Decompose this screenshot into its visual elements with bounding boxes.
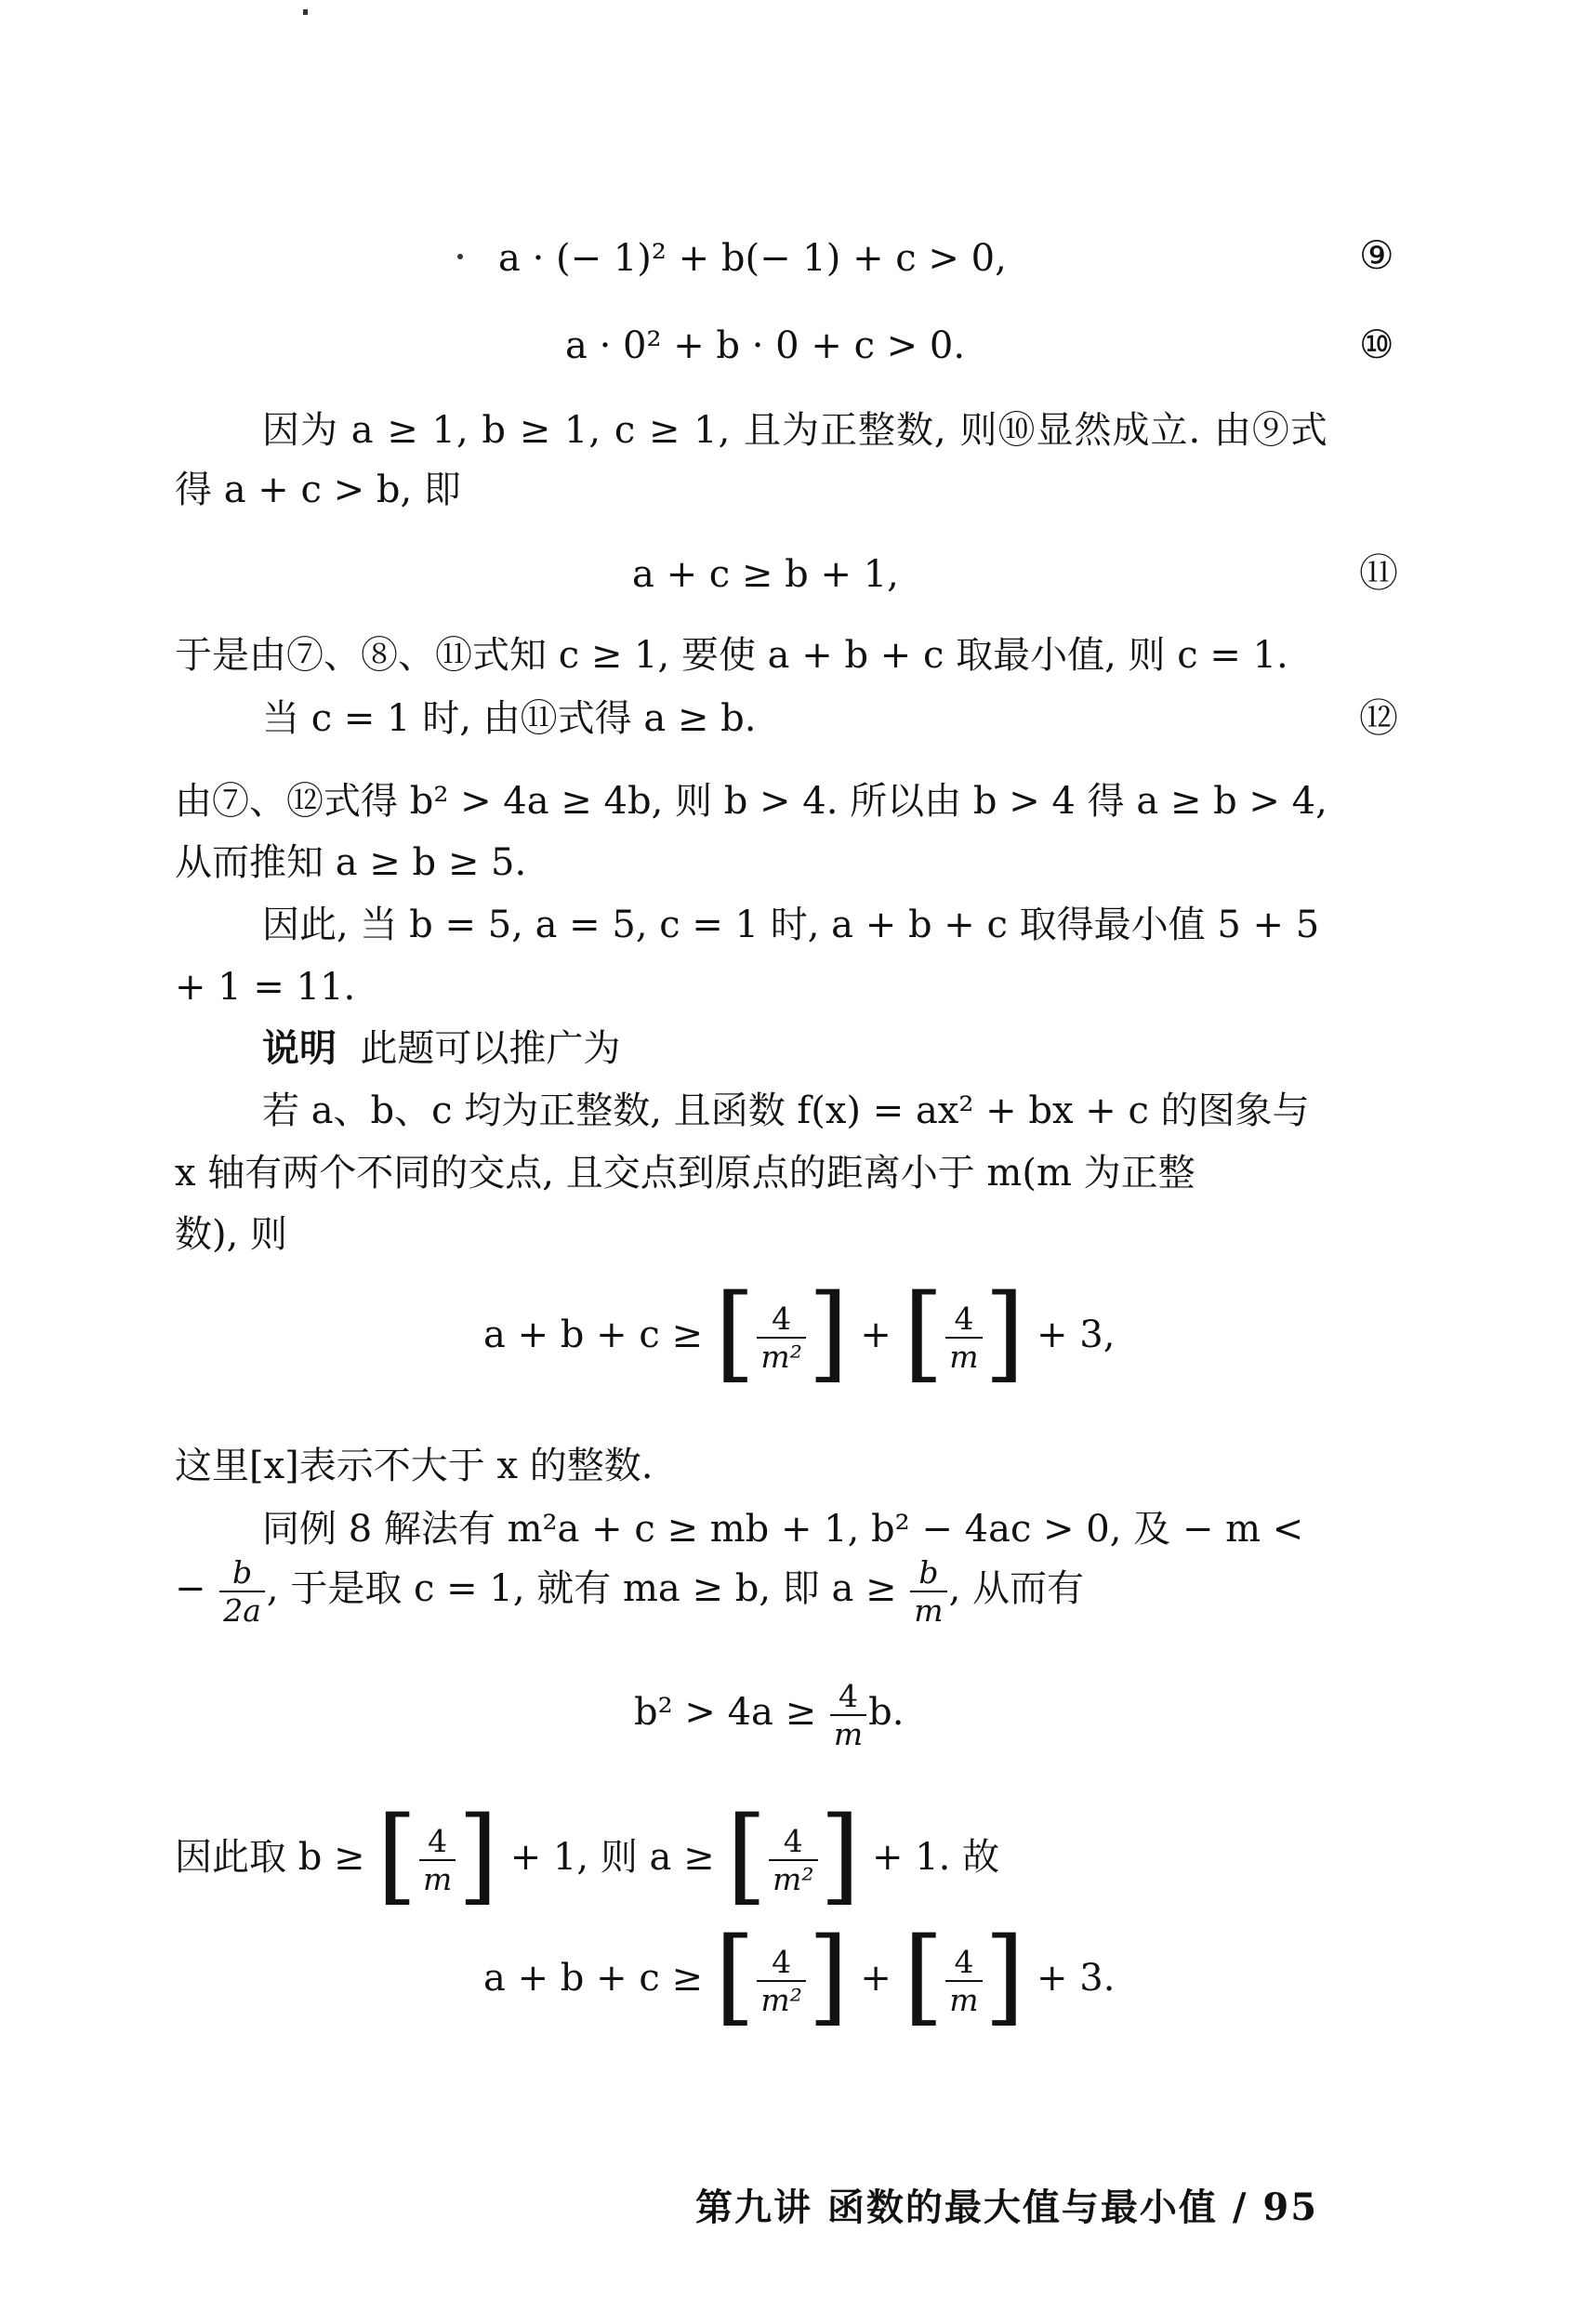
paragraph-3: 当 c = 1 时, 由⑪式得 a ≥ b. <box>262 697 757 740</box>
floor-bracket-right: ] <box>984 1916 1025 2037</box>
equation-number-12: ⑫ <box>1359 695 1399 741</box>
floor-bracket-left: [ <box>903 1273 944 1393</box>
fraction-4-over-m: $\frac{4}{m}$ <box>419 1826 456 1895</box>
note-line <box>262 1026 621 1070</box>
equation-number-10: ⑩ <box>1359 322 1394 367</box>
inequality-right: b. <box>868 1691 905 1734</box>
formula-end: + 3. <box>1037 1957 1116 2000</box>
paragraph-11-left: 因此取 b ≥ <box>175 1836 365 1879</box>
fraction-4-over-m2: $\frac{4}{\text{m²}}$ <box>757 1947 806 2015</box>
paragraph-1-line-2: 得 a + c > b, 即 <box>175 469 461 511</box>
formula-plus: + <box>860 1314 892 1356</box>
floor-bracket-right: ] <box>807 1916 849 2037</box>
floor-bracket-right: ] <box>819 1795 861 1916</box>
equation-number-11: ⑪ <box>1359 550 1399 596</box>
paragraph-4-line-2: 从而推知 a ≥ b ≥ 5. <box>175 841 527 884</box>
fraction-4-over-m: $\frac{4}{m}$ <box>945 1947 982 2015</box>
paragraph-11-mid: + 1, 则 a ≥ <box>509 1836 715 1879</box>
formula-left: a + b + c ≥ <box>483 1957 703 2000</box>
paragraph-6-line-2: x 轴有两个不同的交点, 且交点到原点的距离小于 m(m 为正整 <box>175 1152 1195 1195</box>
floor-bracket-left: [ <box>903 1916 944 2037</box>
formula-left: a + b + c ≥ <box>483 1314 703 1356</box>
paragraph-6-line-3: 数), 则 <box>175 1213 288 1256</box>
paragraph-9-mid: , 于是取 c = 1, 就有 ma ≥ b, 即 a ≥ <box>266 1567 897 1610</box>
paragraph-1-line-1: 因为 a ≥ 1, b ≥ 1, c ≥ 1, 且为正整数, 则⑩显然成立. 由⑨式 <box>262 409 1328 452</box>
floor-bracket-right: ] <box>807 1273 849 1393</box>
equation-11: a + c ≥ b + 1, <box>632 553 899 596</box>
floor-bracket-left: [ <box>726 1795 768 1916</box>
floor-bracket-left: [ <box>714 1916 756 2037</box>
note-text: 此题可以推广为 <box>360 1027 621 1070</box>
final-inequality <box>483 1916 1116 2037</box>
paragraph-6-line-1: 若 a、b、c 均为正整数, 且函数 f(x) = ax² + bx + c 的图象与 <box>262 1089 1310 1132</box>
fraction-4-over-m-small: $\frac{4}{m}$ <box>830 1681 866 1750</box>
fraction-b-over-2a: $\frac{b}{2a}$ <box>219 1557 265 1626</box>
equation-9: a · (− 1)² + b(− 1) + c > 0, <box>498 237 1007 280</box>
minus-sign: − <box>175 1567 206 1610</box>
generalized-inequality <box>483 1273 1116 1393</box>
floor-bracket-left: [ <box>714 1273 756 1393</box>
fraction-b-over-m: $\frac{b}{m}$ <box>910 1557 946 1626</box>
fraction-4-over-m2: $\frac{4}{\text{m²}}$ <box>769 1826 818 1895</box>
stray-dot <box>457 254 463 259</box>
floor-bracket-right: ] <box>984 1273 1025 1393</box>
fraction-4-over-m2: $\frac{4}{\text{m²}}$ <box>757 1303 806 1372</box>
inequality-left: b² > 4a ≥ <box>634 1691 817 1734</box>
paragraph-9 <box>175 1554 1084 1629</box>
paragraph-5-line-2: + 1 = 11. <box>175 966 356 1009</box>
formula-plus: + <box>860 1957 892 2000</box>
paragraph-9-right: , 从而有 <box>948 1567 1084 1610</box>
page-footer: 第九讲 函数的最大值与最小值 / 95 <box>695 2185 1319 2229</box>
equation-number-9: ⑨ <box>1359 232 1394 278</box>
paragraph-11-right: + 1. 故 <box>871 1836 1000 1879</box>
paragraph-4-line-1: 由⑦、⑫式得 b² > 4a ≥ 4b, 则 b > 4. 所以由 b > 4 得 a ≥ b > 4, <box>175 780 1327 823</box>
floor-bracket-left: [ <box>376 1795 417 1916</box>
formula-end: + 3, <box>1037 1314 1116 1356</box>
note-label: 说明 <box>262 1026 337 1070</box>
paragraph-7: 这里[x]表示不大于 x 的整数. <box>175 1445 654 1487</box>
paragraph-8: 同例 8 解法有 m²a + c ≥ mb + 1, b² − 4ac > 0, 及 − m < <box>262 1508 1304 1551</box>
paragraph-2: 于是由⑦、⑧、⑪式知 c ≥ 1, 要使 a + b + c 取最小值, 则 c = 1. <box>175 634 1288 677</box>
equation-10: a · 0² + b · 0 + c > 0. <box>565 324 966 367</box>
paragraph-5-line-1: 因此, 当 b = 5, a = 5, c = 1 时, a + b + c 取得最小值 5 + 5 <box>262 904 1320 946</box>
fraction-4-over-m: $\frac{4}{m}$ <box>945 1303 982 1372</box>
inequality-b-squared <box>634 1678 905 1752</box>
floor-bracket-right: ] <box>457 1795 498 1916</box>
paragraph-11 <box>175 1795 1000 1916</box>
scan-mark <box>303 9 308 15</box>
